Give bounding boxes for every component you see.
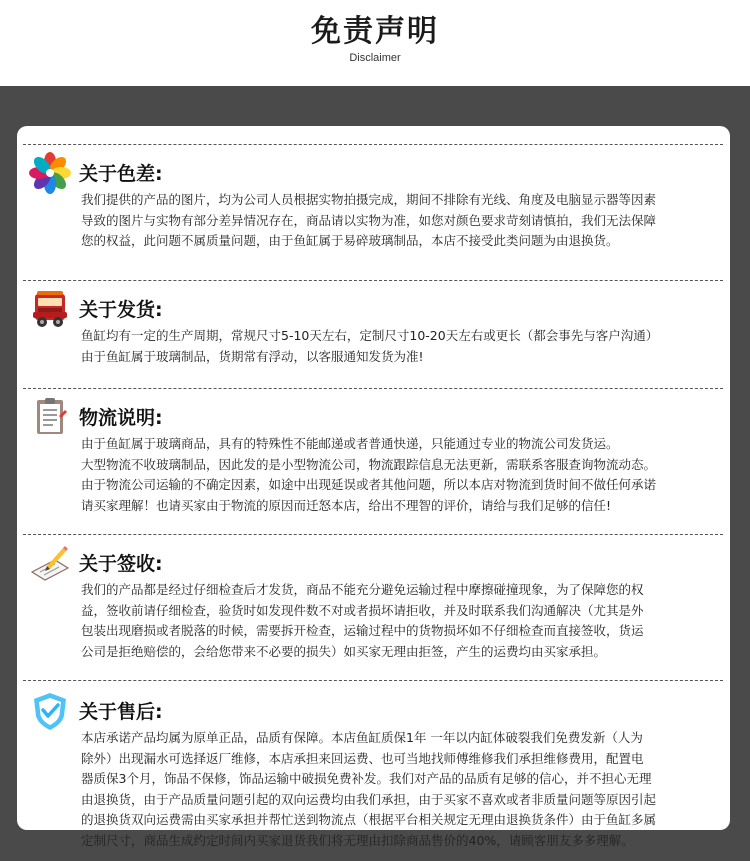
page-header bbox=[0, 0, 750, 86]
section-body bbox=[81, 434, 719, 516]
section-shipping bbox=[29, 288, 719, 367]
body-line: 由于物流公司运输的不确定因素，如途中出现延误或者其他问题，所以本店对物流到货时间不做任何承诺 bbox=[81, 477, 657, 492]
body-line: 公司是拒绝赔偿的，会给您带来不必要的损失）如买家无理由拒签，产生的运费均由买家承担。 bbox=[81, 643, 607, 659]
section-title: 关于色差: bbox=[79, 163, 163, 185]
body-line: 鱼缸均有一定的生产周期，常规尺寸5-10天左右，定制尺寸10-20天左右或更长（都会事先与客户沟通） bbox=[81, 328, 659, 343]
section-after-sales bbox=[29, 690, 719, 851]
divider bbox=[23, 388, 723, 389]
divider bbox=[23, 280, 723, 281]
section-receipt bbox=[29, 542, 719, 662]
section-body bbox=[81, 190, 719, 252]
body-line: 除外）出现漏水可选择返厂维修，本店承担来回运费、也可当地找师傅维修我们承担维修费用，配置电 bbox=[81, 750, 644, 766]
section-body bbox=[81, 580, 719, 662]
section-title: 关于发货: bbox=[79, 299, 163, 321]
body-line: 导致的图片与实物有部分差异情况存在，商品请以实物为准，如您对颜色要求苛刻请慎拍，我们无法保障 bbox=[81, 212, 657, 228]
body-line: 由于鱼缸属于玻璃商品，具有的特殊性不能邮递或者普通快递，只能通过专业的物流公司发货运。 bbox=[81, 436, 619, 451]
body-line: 我们的产品都是经过仔细检查后才发货，商品不能充分避免运输过程中摩擦碰撞现象，为了保障您的权 bbox=[81, 582, 644, 597]
body-line: 您的权益，此问题不属质量问题，由于鱼缸属于易碎玻璃制品，本店不接受此类问题为由退换货。 bbox=[81, 233, 619, 248]
section-title: 关于售后: bbox=[79, 701, 163, 723]
clipboard-icon bbox=[29, 396, 71, 438]
section-body bbox=[81, 728, 719, 851]
shield-check-icon bbox=[29, 690, 71, 732]
dark-frame bbox=[0, 86, 750, 861]
body-line: 定制尺寸，商品生成约定时间内买家退货我们将无理由扣除商品售价的40%，请顾客朋友多多理解。 bbox=[81, 832, 634, 848]
body-line: 的退换货双向运费需由买家承担并帮忙送到物流点（根据平台相关规定无理由退换货条件）由于鱼缸多属 bbox=[81, 812, 657, 827]
section-logistics bbox=[29, 396, 719, 516]
body-line: 由于鱼缸属于玻璃制品，货期常有浮动，以客服通知发货为准! bbox=[81, 348, 424, 364]
delivery-truck-icon bbox=[29, 288, 71, 330]
body-line: 本店承诺产品均属为原单正品，品质有保障。本店鱼缸质保1年 一年以内缸体破裂我们免费发新（人为 bbox=[81, 730, 643, 745]
body-line: 我们提供的产品的图片，均为公司人员根据实物拍摄完成，期间不排除有光线、角度及电脑显示器等因素 bbox=[81, 192, 657, 207]
divider bbox=[23, 680, 723, 681]
color-petals-icon bbox=[29, 152, 71, 194]
page-title: 免责声明 bbox=[311, 14, 439, 49]
section-body bbox=[81, 326, 719, 367]
signing-pen-icon bbox=[29, 542, 71, 584]
body-line: 由退换货，由于产品质量问题引起的双向运费均由我们承担，由于买家不喜欢或者非质量问题等原因引起 bbox=[81, 791, 657, 807]
divider bbox=[23, 534, 723, 535]
page-subtitle: Disclaimer bbox=[349, 52, 401, 64]
body-line: 大型物流不收玻璃制品，因此发的是小型物流公司，物流跟踪信息无法更新，需联系客服查询物流动态。 bbox=[81, 456, 657, 472]
body-line: 益，签收前请仔细检查，验货时如发现件数不对或者损坏请拒收，并及时联系我们沟通解决（尤其是外 bbox=[81, 602, 644, 618]
disclaimer-card bbox=[17, 126, 730, 848]
body-line: 器质保3个月，饰品不保修，饰品运输中破损免费补发。我们对产品的品质有足够的信心，并不担心无理 bbox=[81, 771, 652, 786]
section-title: 物流说明: bbox=[79, 407, 163, 429]
section-title: 关于签收: bbox=[79, 553, 163, 575]
section-color-difference bbox=[29, 152, 719, 252]
divider bbox=[23, 144, 723, 145]
body-line: 请买家理解！也请买家由于物流的原因而迁怒本店，给出不理智的评价，请给与我们足够的信任! bbox=[81, 497, 612, 513]
body-line: 包装出现磨损或者脱落的时候，需要拆开检查，运输过程中的货物损坏如不仔细检查而直接签收，货运 bbox=[81, 623, 644, 638]
